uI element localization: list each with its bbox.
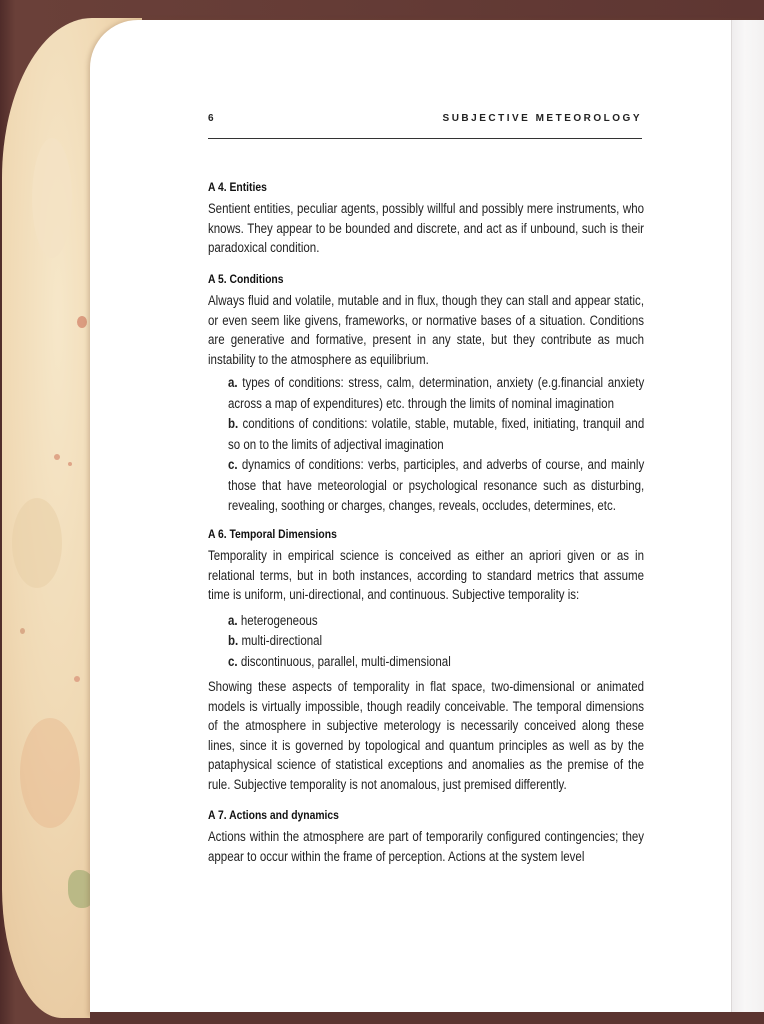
list-item — [228, 652, 644, 673]
conditions-list — [228, 373, 644, 517]
section-heading: A 7. Actions and dynamics — [208, 810, 339, 822]
paper-stain — [20, 718, 80, 828]
header-rule — [208, 138, 642, 139]
paragraph: Always fluid and volatile, mutable and in flux, though they can stall and appear static, or even seem like givens, frameworks, or normative bases of a situation. Conditions are generative and formative, present in any state, but they contribute as much instability to the atmosphere as equilibrium. — [208, 293, 645, 367]
bottom-edge — [90, 1012, 764, 1024]
list-marker: b. — [228, 416, 239, 431]
paper-stain — [68, 462, 72, 466]
list-item — [228, 611, 644, 632]
paragraph: Showing these aspects of temporality in flat space, two-dimensional or animated models is virtually impossible, though readily conceivable. The temporal dimensions of the atmosphere in subjective meterology is necessarily conceived along these lines, since it is governed by topological and quantum principles as well as by the pataphysical science of statistical exceptions and anomalies as the premise of the rule. Subjective temporality is not anomalous, just premised differently. — [208, 679, 645, 792]
list-marker: c. — [228, 653, 238, 669]
list-item — [228, 455, 644, 517]
section-entities — [208, 180, 644, 258]
paper-stain — [12, 498, 62, 588]
section-conditions — [208, 272, 644, 517]
temporality-list — [228, 611, 644, 673]
section-heading: A 6. Temporal Dimensions — [208, 529, 337, 541]
list-item — [228, 414, 644, 455]
book-page — [90, 20, 762, 1016]
page-number: 6 — [208, 113, 214, 124]
list-item — [228, 373, 644, 414]
paragraph: Temporality in empirical science is conceived as either an apriori given or as in relational terms, but in both instances, according to standard metrics that assume time is uniform, uni-directional, and continuous. Subjective temporality is: — [208, 548, 645, 602]
paper-stain — [32, 138, 72, 258]
section-actions-dynamics — [208, 808, 644, 866]
paragraph: Sentient entities, peculiar agents, possibly willful and possibly mere instruments, who knows. They appear to be bounded and discrete, and act as if unbound, such is their paradoxical condition. — [208, 201, 645, 255]
section-heading: A 4. Entities — [208, 182, 267, 194]
list-marker: a. — [228, 375, 238, 390]
list-item-text: types of conditions: stress, calm, determination, anxiety (e.g.financial anxiety across a map of expenditures) etc. through the limits of nominal imagination — [228, 375, 645, 411]
paragraph: Actions within the atmosphere are part of temporarily configured contingencies; they appear to occur within the frame of perception. Actions at the system level — [208, 829, 645, 864]
list-item-text: dynamics of conditions: verbs, participles, and adverbs of course, and mainly those that have meteorologial or psychological resonance such as disturbing, revealing, soothing or charges, changes, reveals, occludes, determines, etc. — [228, 457, 645, 513]
list-marker: b. — [228, 633, 239, 648]
list-item-text: heterogeneous — [240, 612, 318, 628]
section-heading: A 5. Conditions — [208, 274, 284, 286]
section-temporal-dimensions — [208, 527, 644, 794]
list-item-text: discontinuous, parallel, multi-dimensional — [240, 653, 451, 669]
list-marker: a. — [228, 612, 238, 628]
list-item-text: conditions of conditions: volatile, stable, mutable, fixed, initiating, tranquil and so on to the limits of adjectival imagination — [228, 416, 645, 452]
paper-stain — [74, 676, 80, 682]
paper-stain — [20, 628, 25, 634]
list-item — [228, 631, 644, 652]
paper-stain — [54, 454, 60, 460]
list-item-text: multi-directional — [241, 633, 323, 648]
list-marker: c. — [228, 457, 238, 472]
paper-stain — [77, 316, 87, 328]
running-title: SUBJECTIVE METEOROLOGY — [442, 113, 642, 124]
facing-page-edge — [731, 20, 764, 1016]
running-head — [208, 113, 642, 127]
